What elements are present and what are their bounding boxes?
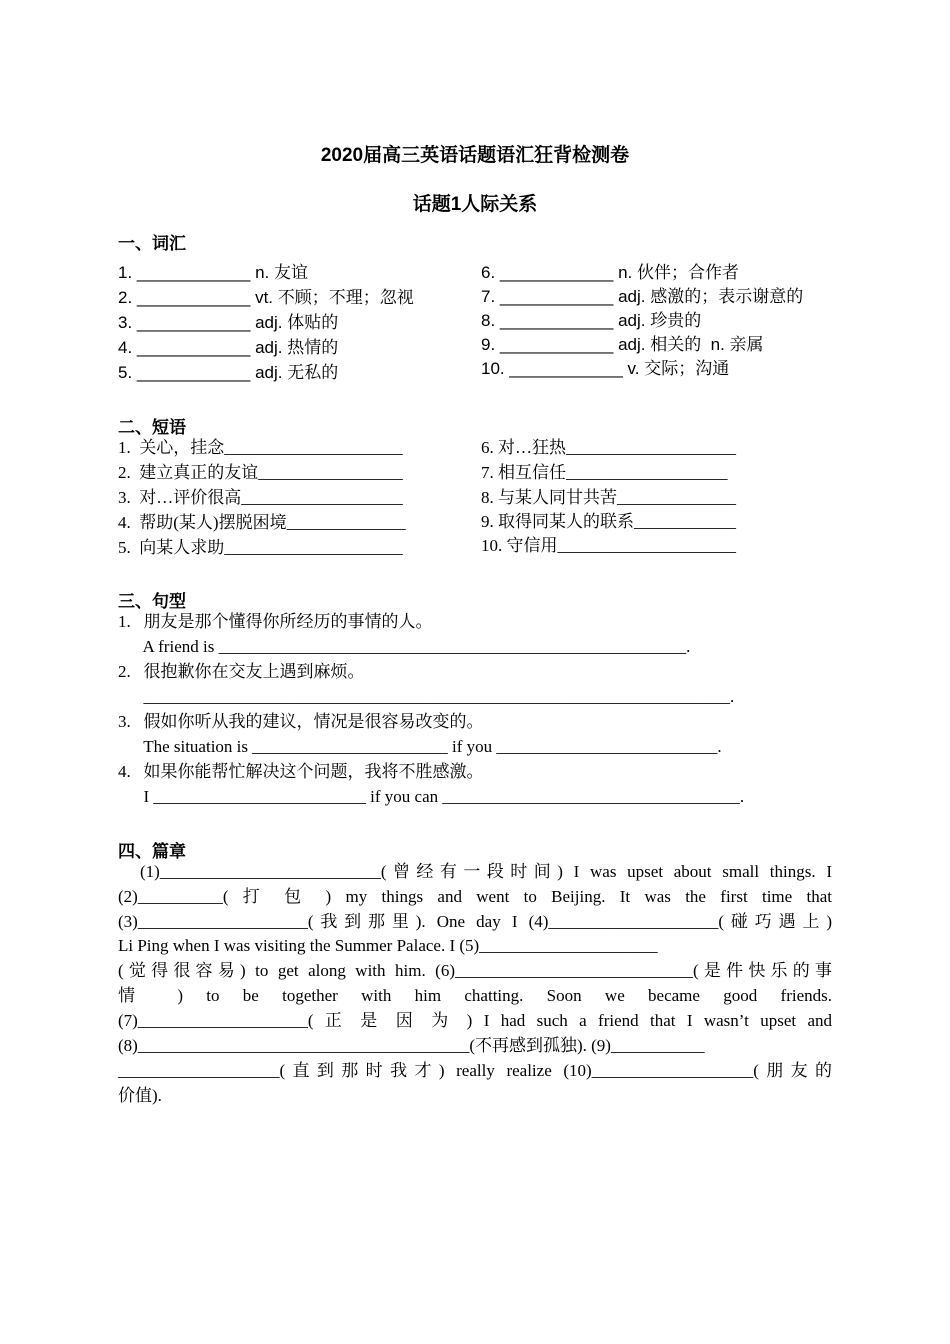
phrase-item-9: 9. 取得同某人的联系____________ — [481, 512, 736, 531]
passage-heading: 四、篇章 — [118, 842, 186, 861]
sentence-4-answer: I _________________________ if you can ___________________________________. — [118, 787, 745, 806]
vocab-item-8: 8. ____________ adj. 珍贵的 — [481, 311, 702, 330]
passage-line-4: Li Ping when I was visiting the Summer Palace. I (5)_____________________ — [118, 936, 658, 955]
phrase-item-8: 8. 与某人同甘共苦______________ — [481, 488, 736, 507]
sentence-4-prompt: 4. 如果你能帮忙解决这个问题，我将不胜感激。 — [118, 762, 484, 781]
passage-line-8: (8)_______________________________________(不再感到孤独). (9)___________ — [118, 1036, 705, 1055]
phrase-item-2: 2. 建立真正的友谊_________________ — [118, 463, 403, 482]
vocab-item-6: 6. ____________ n. 伙伴；合作者 — [481, 263, 739, 282]
vocab-item-2: 2. ____________ vt. 不顾；不理；忽视 — [118, 288, 414, 307]
passage-line-6: 情 ) to be together with him chatting. Soon we became good friends. — [118, 986, 832, 1005]
vocab-item-3: 3. ____________ adj. 体贴的 — [118, 313, 339, 332]
phrase-item-7: 7. 相互信任___________________ — [481, 463, 728, 482]
vocab-item-1: 1. ____________ n. 友谊 — [118, 263, 308, 282]
phrases-heading: 二、短语 — [118, 418, 186, 437]
passage-line-5: (觉得很容易) to get along with him. (6)____________________________(是件快乐的事 — [118, 961, 832, 980]
vocab-heading: 一、词汇 — [118, 234, 186, 253]
page-subtitle: 话题1人际关系 — [412, 194, 538, 215]
sentence-3-answer: The situation is _______________________ if you __________________________. — [118, 737, 722, 756]
phrase-item-10: 10. 守信用_____________________ — [481, 536, 736, 555]
page-title: 2020届高三英语话题语汇狂背检测卷 — [320, 145, 630, 166]
vocab-item-5: 5. ____________ adj. 无私的 — [118, 363, 339, 382]
sentence-1-answer: A friend is _______________________________________________________. — [118, 637, 691, 656]
sentence-2-answer: _____________________________________________________________________. — [118, 687, 735, 706]
vocab-item-4: 4. ____________ adj. 热情的 — [118, 338, 339, 357]
passage-line-9: ___________________(直到那时我才) really realize (10)___________________(朋友的 — [118, 1061, 832, 1080]
passage-line-1: (1)__________________________(曾经有一段时间) I was upset about small things. I — [140, 862, 832, 881]
phrase-item-5: 5. 向某人求助_____________________ — [118, 538, 403, 557]
vocab-item-7: 7. ____________ adj. 感激的；表示谢意的 — [481, 287, 804, 306]
passage-line-2: (2)__________( 打 包 ) my things and went to Beijing. It was the first time that — [118, 887, 832, 906]
phrase-item-1: 1. 关心，挂念_____________________ — [118, 438, 403, 457]
sentence-3-prompt: 3. 假如你听从我的建议，情况是很容易改变的。 — [118, 712, 484, 731]
passage-line-10: 价值). — [118, 1086, 162, 1105]
vocab-item-9: 9. ____________ adj. 相关的 n. 亲属 — [481, 335, 764, 354]
sentence-2-prompt: 2. 很抱歉你在交友上遇到麻烦。 — [118, 662, 365, 681]
phrase-item-3: 3. 对…评价很高___________________ — [118, 488, 403, 507]
vocab-item-10: 10. ____________ v. 交际；沟通 — [481, 359, 730, 378]
passage-line-7: (7)____________________( 正 是 因 为 ) I had such a friend that I wasn’t upset and — [118, 1011, 832, 1030]
sentence-1-prompt: 1. 朋友是那个懂得你所经历的事情的人。 — [118, 612, 433, 631]
phrase-item-4: 4. 帮助(某人)摆脱困境______________ — [118, 513, 406, 532]
sentences-heading: 三、句型 — [118, 592, 186, 611]
phrase-item-6: 6. 对…狂热____________________ — [481, 438, 736, 457]
passage-line-3: (3)____________________(我到那里). One day I (4)____________________(碰巧遇上) — [118, 912, 832, 931]
